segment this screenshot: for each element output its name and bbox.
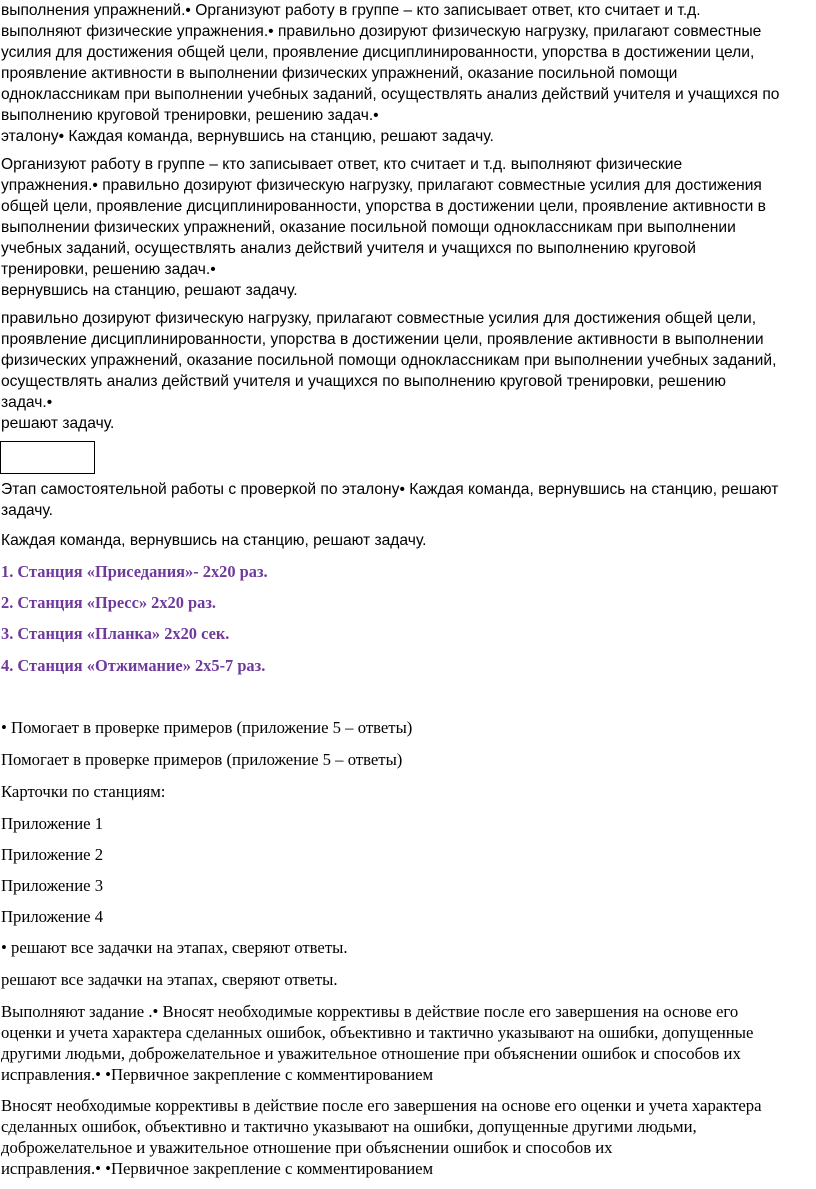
station-heading: 4. Станция «Отжимание» 2х5-7 раз. bbox=[1, 656, 266, 675]
text-line: одноклассникам при выполнении учебных заданий, осуществлять анализ действий учителя и учащихся по bbox=[1, 86, 780, 103]
text-line: доброжелательное и уважительное отношение при объяснении ошибок и способов их bbox=[1, 1138, 613, 1157]
text-line: Выполняют задание .• Вносят необходимые коррективы в действие после его завершения на основе его bbox=[1, 1002, 739, 1021]
text-line: проявление дисциплинированности, упорства в достижении цели, проявление активности в выполнении bbox=[1, 331, 764, 348]
text-line: выполнении физических упражнений, оказание посильной помощи одноклассникам при выполнении bbox=[1, 219, 736, 236]
text-line: тренировки, решению задач.• bbox=[1, 261, 216, 278]
text-line: упражнения.• правильно дозируют физическую нагрузку, прилагают совместные усилия для достижения bbox=[1, 177, 762, 194]
text-line: усилия для достижения общей цели, проявление дисциплинированности, упорства в достижении цели, bbox=[1, 44, 755, 61]
solve-line: решают все задачки на этапах, сверяют ответы. bbox=[1, 970, 338, 989]
text-line: оценки и учета характера сделанных ошибок, объективно и тактично указывают на ошибки, допущенные bbox=[1, 1023, 754, 1042]
station-heading: 2. Станция «Пресс» 2х20 раз. bbox=[1, 593, 217, 612]
text-line: общей цели, проявление дисциплинированности, упорства в достижении цели, проявление активности в bbox=[1, 198, 766, 215]
station-heading: 3. Станция «Планка» 2х20 сек. bbox=[1, 624, 230, 643]
text-line: сделанных ошибок, объективно и тактично указывают на ошибки, допущенные другими людьми, bbox=[1, 1117, 697, 1136]
appendix-item: Приложение 3 bbox=[1, 876, 104, 895]
paragraph-block-7 bbox=[1, 1095, 812, 1179]
text-line: осуществлять анализ действий учителя и учащихся по выполнению круговой тренировки, решению bbox=[1, 373, 726, 390]
appendix-item: Приложение 1 bbox=[1, 814, 104, 833]
paragraph-block-1 bbox=[1, 0, 812, 147]
paragraph-block-2 bbox=[1, 154, 812, 301]
appendix-item: Приложение 2 bbox=[1, 845, 104, 864]
text-line: физических упражнений, оказание посильной помощи одноклассникам при выполнении учебных заданий, bbox=[1, 352, 777, 369]
station-heading: 1. Станция «Приседания»- 2х20 раз. bbox=[1, 562, 268, 581]
text-line: Организуют работу в группе – кто записывает ответ, кто считает и т.д. выполняют физические bbox=[1, 156, 683, 173]
text-line: правильно дозируют физическую нагрузку, прилагают совместные усилия для достижения общей цели, bbox=[1, 310, 757, 327]
paragraph-block-6 bbox=[1, 1001, 812, 1085]
appendix-item: Приложение 4 bbox=[1, 907, 104, 926]
text-line: эталону• Каждая команда, вернувшись на станцию, решают задачу. bbox=[1, 128, 494, 145]
text-line: вернувшись на станцию, решают задачу. bbox=[1, 282, 298, 299]
text-line: выполнению круговой тренировки, решению задач.• bbox=[1, 107, 379, 124]
cards-label: Карточки по станциям: bbox=[1, 782, 166, 801]
text-line: проявление активности в выполнении физических упражнений, оказание посильной помощи bbox=[1, 65, 678, 82]
text-line: Этап самостоятельной работы с проверкой по эталону• Каждая команда, вернувшись на станцию, решают bbox=[1, 481, 779, 498]
text-line: выполняют физические упражнения.• правильно дозируют физическую нагрузку, прилагают совместные bbox=[1, 23, 762, 40]
paragraph-block-3 bbox=[1, 308, 812, 434]
paragraph-block-4 bbox=[1, 479, 812, 521]
text-line: другими людьми, доброжелательное и уважительное отношение при объяснении ошибок и способов их bbox=[1, 1044, 741, 1063]
paragraph-block-5: Каждая команда, вернувшись на станцию, решают задачу. bbox=[1, 532, 427, 549]
text-line: задачу. bbox=[1, 502, 53, 519]
text-line: исправления.• •Первичное закрепление с комментированием bbox=[1, 1065, 434, 1084]
text-line: выполнения упражнений.• Организуют работу в группе – кто записывает ответ, кто считает и т.д. bbox=[1, 2, 701, 19]
text-line: задач.• bbox=[1, 394, 53, 411]
empty-table-cell bbox=[0, 441, 95, 474]
solve-bullet-line: • решают все задачки на этапах, сверяют ответы. bbox=[1, 938, 348, 957]
text-line: учебных заданий, осуществлять анализ действий учителя и учащихся по выполнению круговой bbox=[1, 240, 696, 257]
text-line: исправления.• •Первичное закрепление с комментированием bbox=[1, 1159, 434, 1178]
help-bullet-line: • Помогает в проверке примеров (приложение 5 – ответы) bbox=[1, 718, 413, 737]
help-line: Помогает в проверке примеров (приложение 5 – ответы) bbox=[1, 750, 403, 769]
text-line: Вносят необходимые коррективы в действие после его завершения на основе его оценки и учета характера bbox=[1, 1096, 762, 1115]
text-line: решают задачу. bbox=[1, 415, 115, 432]
